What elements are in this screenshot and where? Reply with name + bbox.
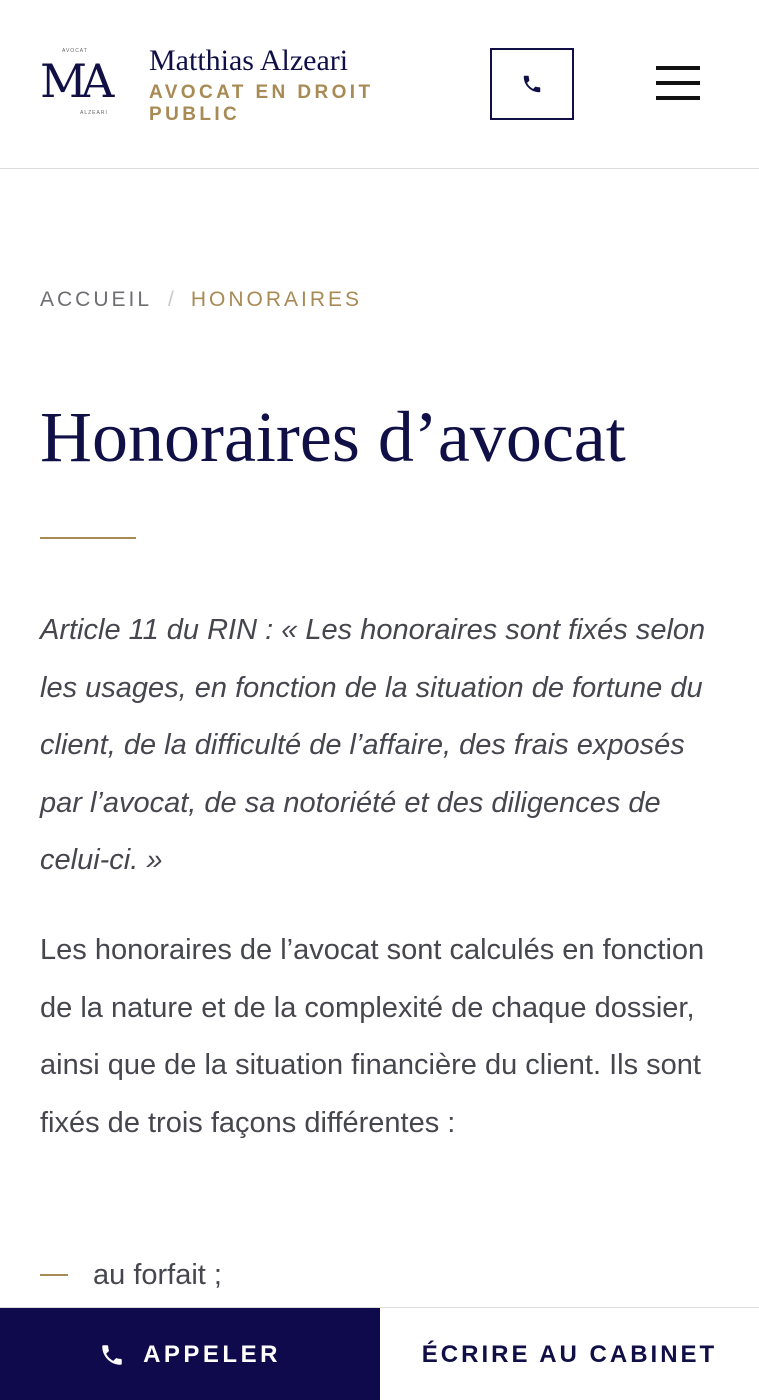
write-to-office-button[interactable]: [380, 1308, 759, 1400]
write-button-label: ÉCRIRE AU CABINET: [421, 1340, 718, 1368]
call-button[interactable]: [0, 1308, 380, 1400]
call-button-label: APPELER: [143, 1340, 281, 1368]
site-header: [0, 0, 759, 169]
logo[interactable]: [40, 48, 120, 118]
menu-bar-top: [656, 66, 700, 70]
intro-paragraph: Les honoraires de l’avocat sont calculés en fonction de la nature et de la complexité de chaque dossier, ainsi que de la situation financière du client. Ils sont fixés de trois façons différentes :: [40, 934, 705, 1139]
brand-name[interactable]: Matthias Alzeari: [149, 44, 349, 77]
breadcrumb: [40, 288, 362, 312]
phone-icon: [521, 73, 543, 95]
logo-tiny-bottom: ALZEARI: [80, 110, 108, 116]
menu-bar-bottom: [656, 96, 700, 100]
rin-quote: Article 11 du RIN : « Les honoraires sont fixés selon les usages, en fonction de la situation de fortune du client, de la difficulté de l’affaire, des frais exposés par l’avocat, de sa notoriété et des diligences de celui-ci. »: [40, 614, 706, 876]
breadcrumb-home[interactable]: ACCUEIL: [40, 288, 153, 311]
dash-bullet-icon: [40, 1274, 68, 1276]
breadcrumb-separator: /: [168, 288, 177, 311]
logo-mark: MA: [40, 54, 109, 108]
list-item: [40, 1250, 222, 1300]
breadcrumb-current: HONORAIRES: [190, 288, 363, 311]
page-title: Honoraires d’avocat: [40, 397, 626, 477]
bottom-action-bar: [0, 1307, 759, 1400]
list-item-text: au forfait ;: [93, 1258, 222, 1291]
phone-button[interactable]: [490, 48, 574, 120]
hamburger-menu-icon[interactable]: [656, 66, 700, 100]
title-divider: [40, 537, 136, 539]
brand-subtitle: AVOCAT EN DROIT PUBLIC: [149, 82, 374, 125]
menu-bar-middle: [656, 81, 700, 85]
phone-icon: [99, 1342, 125, 1368]
logo-tiny-top: AVOCAT: [62, 48, 88, 54]
